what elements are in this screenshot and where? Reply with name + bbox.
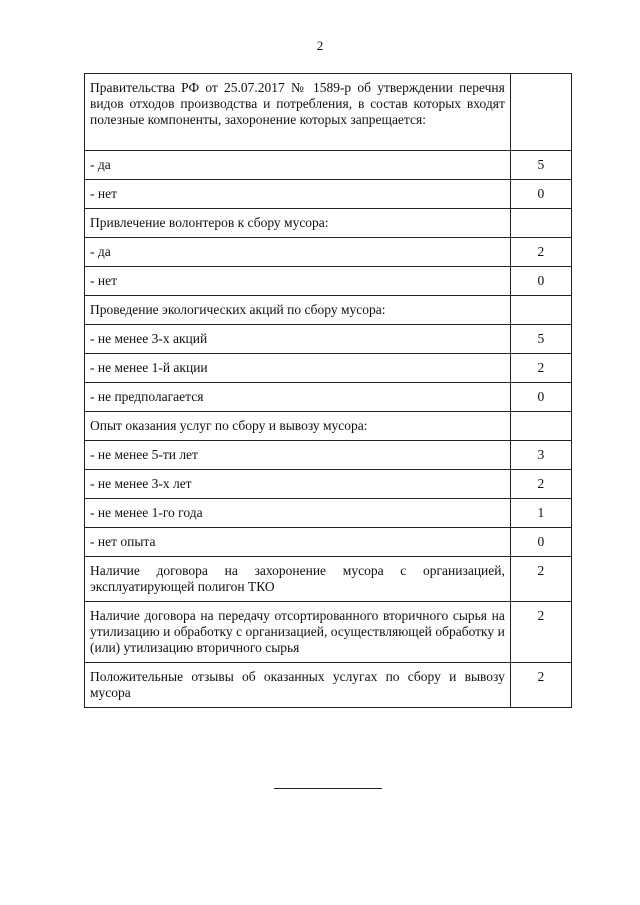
criterion-text: Проведение экологических акций по сбору мусора: [85, 296, 511, 325]
table-row [85, 499, 572, 528]
criterion-score: 2 [510, 663, 571, 708]
table-row [85, 663, 572, 708]
table-row [85, 383, 572, 412]
criterion-score: 3 [510, 441, 571, 470]
criterion-text: - нет [85, 180, 511, 209]
criterion-text: Опыт оказания услуг по сбору и вывозу мусора: [85, 412, 511, 441]
criterion-text: - да [85, 238, 511, 267]
criterion-score [510, 209, 571, 238]
criterion-text: Правительства РФ от 25.07.2017 № 1589-р об утверждении перечня видов отходов производства и потребления, в состав которых входят полезные компоненты, захоронение которых запрещается: [85, 74, 511, 151]
criterion-text: Привлечение волонтеров к сбору мусора: [85, 209, 511, 238]
table-row [85, 209, 572, 238]
criterion-score: 1 [510, 499, 571, 528]
criterion-score: 0 [510, 180, 571, 209]
criterion-score [510, 412, 571, 441]
criterion-text: - не предполагается [85, 383, 511, 412]
criterion-score: 5 [510, 325, 571, 354]
table-row [85, 470, 572, 499]
criterion-score: 2 [510, 238, 571, 267]
table-row [85, 602, 572, 663]
criterion-score: 5 [510, 151, 571, 180]
table-row [85, 238, 572, 267]
criterion-text: - да [85, 151, 511, 180]
table-row [85, 296, 572, 325]
criterion-text: Наличие договора на передачу отсортированного вторичного сырья на утилизацию и обработку с организацией, осуществляющей обработку и (или) утилизацию вторичного сырья [85, 602, 511, 663]
table-row [85, 151, 572, 180]
criterion-score [510, 296, 571, 325]
criterion-score: 0 [510, 267, 571, 296]
criterion-text: - нет опыта [85, 528, 511, 557]
table-row [85, 267, 572, 296]
criterion-text: - не менее 1-й акции [85, 354, 511, 383]
criterion-score: 0 [510, 528, 571, 557]
criterion-text: - не менее 1-го года [85, 499, 511, 528]
table-row [85, 441, 572, 470]
table-row [85, 325, 572, 354]
criterion-score: 2 [510, 557, 571, 602]
table-row [85, 528, 572, 557]
criterion-score: 0 [510, 383, 571, 412]
table-row [85, 557, 572, 602]
criterion-score: 2 [510, 602, 571, 663]
criteria-table [84, 73, 572, 708]
criterion-text: - не менее 3-х лет [85, 470, 511, 499]
criterion-text: Наличие договора на захоронение мусора с организацией, эксплуатирующей полигон ТКО [85, 557, 511, 602]
criterion-score: 2 [510, 354, 571, 383]
criterion-text: - не менее 5-ти лет [85, 441, 511, 470]
criterion-score: 2 [510, 470, 571, 499]
table-row [85, 74, 572, 151]
table-row [85, 180, 572, 209]
criterion-text: - нет [85, 267, 511, 296]
end-of-document-line [274, 788, 382, 789]
table-row [85, 412, 572, 441]
criterion-text: - не менее 3-х акций [85, 325, 511, 354]
table-row [85, 354, 572, 383]
page-number: 2 [316, 38, 324, 53]
criterion-text: Положительные отзывы об оказанных услугах по сбору и вывозу мусора [85, 663, 511, 708]
criterion-score [510, 74, 571, 151]
